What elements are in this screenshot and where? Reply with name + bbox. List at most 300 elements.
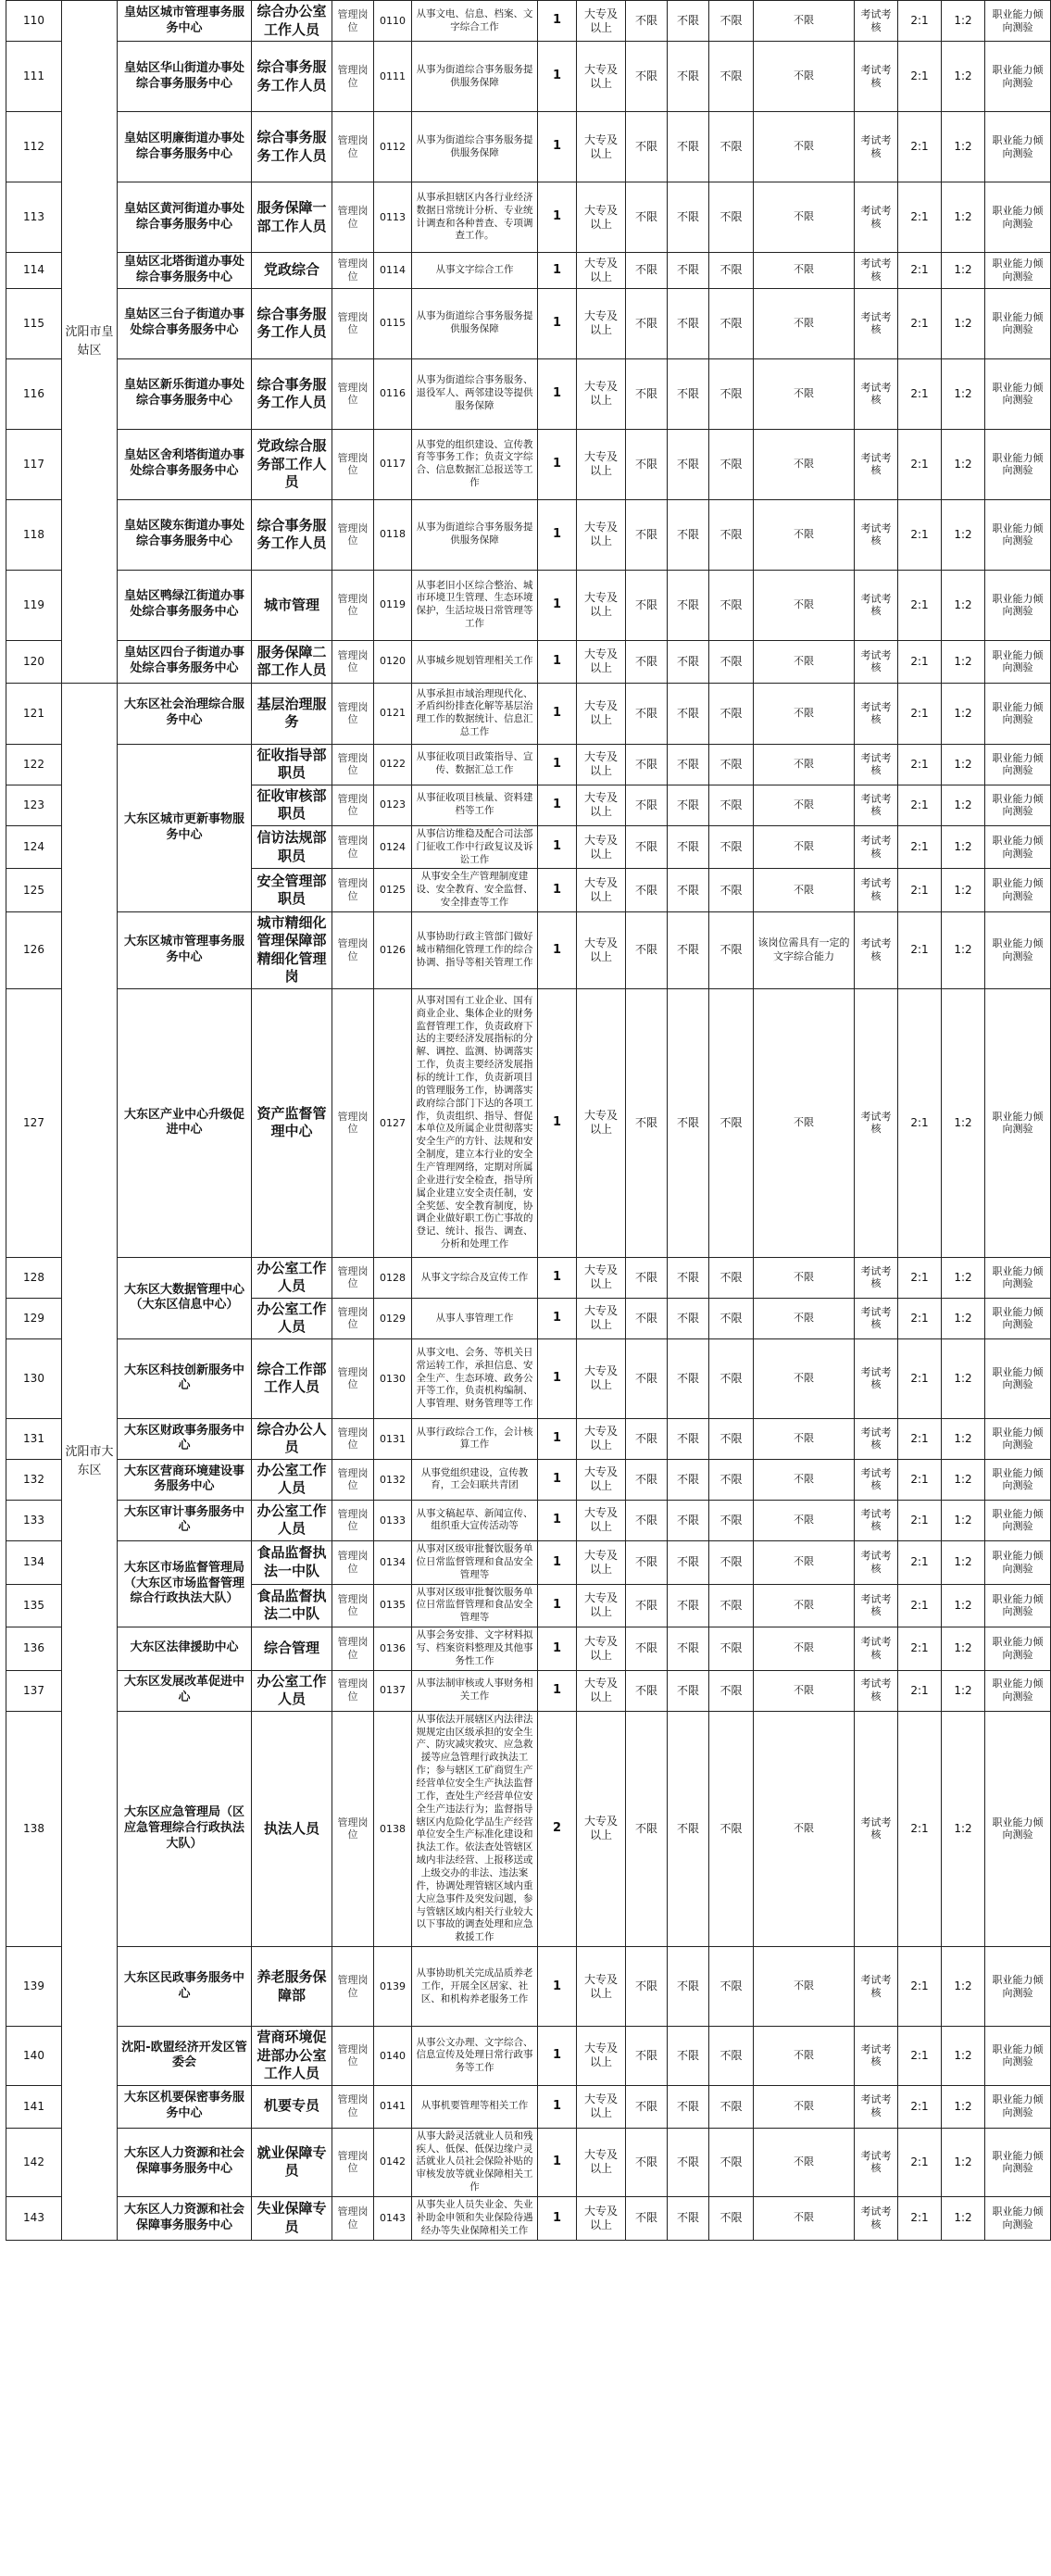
other-conditions-cell: 不限 [754, 1670, 855, 1711]
unit-name-cell: 大东区民政事务服务中心 [118, 1947, 252, 2027]
education-cell: 大专及以上 [577, 1947, 626, 2027]
row-number-cell: 113 [6, 182, 62, 253]
requirement-cell: 不限 [709, 570, 754, 640]
ratio-cell: 2:1 [898, 911, 942, 988]
requirement-cell: 不限 [668, 2128, 709, 2196]
requirement-cell: 不限 [626, 988, 668, 1257]
other-conditions-cell: 不限 [754, 988, 855, 1257]
education-cell: 大专及以上 [577, 288, 626, 358]
exam-subject-cell: 职业能力倾向测验 [985, 1500, 1051, 1540]
requirement-cell: 不限 [709, 1, 754, 42]
post-code-cell: 0122 [374, 744, 412, 785]
ratio-cell: 1:2 [942, 869, 985, 912]
exam-subject-cell: 职业能力倾向测验 [985, 1627, 1051, 1671]
post-category-cell: 管理岗位 [332, 1947, 374, 2027]
requirement-cell: 不限 [668, 1257, 709, 1298]
exam-method-cell: 考试考核 [855, 1500, 898, 1540]
job-duty-cell: 从事大龄灵活就业人员和残疾人、低保、低保边缘户灵活就业人员社会保险补贴的审核发放等就业保障相关工作 [412, 2128, 538, 2196]
ratio-cell: 1:2 [942, 1670, 985, 1711]
row-number-cell: 123 [6, 785, 62, 825]
post-code-cell: 0111 [374, 42, 412, 112]
post-category-cell: 管理岗位 [332, 570, 374, 640]
requirement-cell: 不限 [709, 1459, 754, 1500]
requirement-cell: 不限 [626, 288, 668, 358]
row-number-cell: 116 [6, 358, 62, 429]
other-conditions-cell: 不限 [754, 1338, 855, 1418]
post-category-cell: 管理岗位 [332, 1711, 374, 1946]
post-name-cell: 综合事务服务工作人员 [252, 112, 332, 182]
hiring-count-cell: 1 [538, 911, 577, 988]
exam-method-cell: 考试考核 [855, 869, 898, 912]
hiring-count-cell: 2 [538, 1711, 577, 1946]
exam-subject-cell: 职业能力倾向测验 [985, 288, 1051, 358]
post-code-cell: 0141 [374, 2085, 412, 2128]
recruitment-table [6, 0, 1051, 2241]
row-number-cell: 131 [6, 1418, 62, 1459]
other-conditions-cell: 不限 [754, 1627, 855, 1671]
other-conditions-cell: 不限 [754, 2027, 855, 2086]
requirement-cell: 不限 [668, 1338, 709, 1418]
post-category-cell: 管理岗位 [332, 1540, 374, 1584]
unit-name-cell: 大东区营商环境建设事务服务中心 [118, 1459, 252, 1500]
requirement-cell: 不限 [668, 288, 709, 358]
requirement-cell: 不限 [626, 2196, 668, 2240]
hiring-count-cell: 1 [538, 253, 577, 289]
education-cell: 大专及以上 [577, 499, 626, 570]
table-row [6, 988, 1051, 1257]
job-duty-cell: 从事信访维稳及配合司法部门征收工作中行政复议及诉讼工作 [412, 825, 538, 869]
row-number-cell: 141 [6, 2085, 62, 2128]
exam-method-cell: 考试考核 [855, 429, 898, 499]
unit-name-cell: 皇姑区华山街道办事处综合事务服务中心 [118, 42, 252, 112]
requirement-cell: 不限 [626, 1627, 668, 1671]
requirement-cell: 不限 [709, 42, 754, 112]
exam-method-cell: 考试考核 [855, 182, 898, 253]
exam-method-cell: 考试考核 [855, 640, 898, 683]
requirement-cell: 不限 [709, 1257, 754, 1298]
row-number-cell: 119 [6, 570, 62, 640]
unit-cell-bigdata: 大东区大数据管理中心（大东区信息中心） [118, 1257, 252, 1338]
exam-method-cell: 考试考核 [855, 288, 898, 358]
education-cell: 大专及以上 [577, 1298, 626, 1338]
education-cell: 大专及以上 [577, 1338, 626, 1418]
job-duty-cell: 从事对国有工业企业、国有商业企业、集体企业的财务监督管理工作，负责政府下达的主要经济发展指标的分解、调控、监测、协调落实工作，负责主要经济发展指标的统计工作，负责新项目的管理服务工作，协调落实政府综合部门下达的各项工作，负责组织、指导、督促本单位及所属企业贯彻落实安全生产的方针、法规和安全制度，建立本行业的安全生产管理网络，定期对所属企业进行安全检查，指导所属企业建立安全责任制，安全奖惩、安全教育制度，协调企业做好职工伤亡事故的登记、统计、报告、调查、分析和处理工作 [412, 988, 538, 1257]
requirement-cell: 不限 [626, 2128, 668, 2196]
unit-name-cell: 大东区发展改革促进中心 [118, 1670, 252, 1711]
education-cell: 大专及以上 [577, 570, 626, 640]
education-cell: 大专及以上 [577, 2196, 626, 2240]
post-name-cell: 办公室工作人员 [252, 1459, 332, 1500]
post-category-cell: 管理岗位 [332, 869, 374, 912]
exam-method-cell: 考试考核 [855, 988, 898, 1257]
requirement-cell: 不限 [668, 1670, 709, 1711]
hiring-count-cell: 1 [538, 1540, 577, 1584]
other-conditions-cell: 不限 [754, 1711, 855, 1946]
ratio-cell: 2:1 [898, 1540, 942, 1584]
exam-subject-cell: 职业能力倾向测验 [985, 1338, 1051, 1418]
requirement-cell: 不限 [626, 429, 668, 499]
ratio-cell: 1:2 [942, 1418, 985, 1459]
ratio-cell: 2:1 [898, 2128, 942, 2196]
job-duty-cell: 从事对区级审批餐饮服务单位日常监督管理和食品安全管理等 [412, 1540, 538, 1584]
ratio-cell: 2:1 [898, 112, 942, 182]
requirement-cell: 不限 [709, 744, 754, 785]
requirement-cell: 不限 [668, 1584, 709, 1627]
post-code-cell: 0115 [374, 288, 412, 358]
education-cell: 大专及以上 [577, 988, 626, 1257]
ratio-cell: 2:1 [898, 785, 942, 825]
other-conditions-cell: 不限 [754, 42, 855, 112]
hiring-count-cell: 1 [538, 112, 577, 182]
exam-method-cell: 考试考核 [855, 1711, 898, 1946]
requirement-cell: 不限 [668, 2027, 709, 2086]
post-code-cell: 0127 [374, 988, 412, 1257]
post-name-cell: 综合事务服务工作人员 [252, 499, 332, 570]
requirement-cell: 不限 [668, 988, 709, 1257]
education-cell: 大专及以上 [577, 785, 626, 825]
post-name-cell: 党政综合 [252, 253, 332, 289]
row-number-cell: 125 [6, 869, 62, 912]
job-duty-cell: 从事承担辖区内各行业经济数据日常统计分析、专业统计调查和各种普查、专项调查工作。 [412, 182, 538, 253]
ratio-cell: 1:2 [942, 2027, 985, 2086]
exam-subject-cell: 职业能力倾向测验 [985, 1670, 1051, 1711]
ratio-cell: 1:2 [942, 2085, 985, 2128]
job-duty-cell: 从事协助行政主管部门做好城市精细化管理工作的综合协调、指导等相关管理工作 [412, 911, 538, 988]
requirement-cell: 不限 [668, 1418, 709, 1459]
exam-subject-cell: 职业能力倾向测验 [985, 2128, 1051, 2196]
post-code-cell: 0126 [374, 911, 412, 988]
job-duty-cell: 从事为街道综合事务服务提供服务保障 [412, 112, 538, 182]
education-cell: 大专及以上 [577, 869, 626, 912]
ratio-cell: 1:2 [942, 429, 985, 499]
unit-name-cell: 沈阳-欧盟经济开发区管委会 [118, 2027, 252, 2086]
requirement-cell: 不限 [668, 1711, 709, 1946]
post-name-cell: 执法人员 [252, 1711, 332, 1946]
requirement-cell: 不限 [626, 1418, 668, 1459]
unit-name-cell: 大东区人力资源和社会保障事务服务中心 [118, 2196, 252, 2240]
other-conditions-cell: 不限 [754, 1459, 855, 1500]
post-code-cell: 0131 [374, 1418, 412, 1459]
unit-name-cell: 大东区产业中心升级促进中心 [118, 988, 252, 1257]
job-duty-cell: 从事法制审核或人事财务相关工作 [412, 1670, 538, 1711]
requirement-cell: 不限 [709, 1711, 754, 1946]
requirement-cell: 不限 [709, 1584, 754, 1627]
post-name-cell: 综合事务服务工作人员 [252, 288, 332, 358]
post-category-cell: 管理岗位 [332, 499, 374, 570]
unit-name-cell: 皇姑区四台子街道办事处综合事务服务中心 [118, 640, 252, 683]
post-name-cell: 城市精细化管理保障部精细化管理岗 [252, 911, 332, 988]
table-row [6, 1257, 1051, 1298]
requirement-cell: 不限 [668, 1540, 709, 1584]
requirement-cell: 不限 [709, 2196, 754, 2240]
post-category-cell: 管理岗位 [332, 1298, 374, 1338]
post-name-cell: 综合事务服务工作人员 [252, 42, 332, 112]
ratio-cell: 1:2 [942, 42, 985, 112]
hiring-count-cell: 1 [538, 182, 577, 253]
ratio-cell: 2:1 [898, 253, 942, 289]
post-category-cell: 管理岗位 [332, 1257, 374, 1298]
requirement-cell: 不限 [668, 785, 709, 825]
post-code-cell: 0123 [374, 785, 412, 825]
post-code-cell: 0133 [374, 1500, 412, 1540]
exam-method-cell: 考试考核 [855, 1584, 898, 1627]
exam-method-cell: 考试考核 [855, 358, 898, 429]
post-code-cell: 0119 [374, 570, 412, 640]
row-number-cell: 126 [6, 911, 62, 988]
row-number-cell: 127 [6, 988, 62, 1257]
exam-subject-cell: 职业能力倾向测验 [985, 1459, 1051, 1500]
post-category-cell: 管理岗位 [332, 42, 374, 112]
table-row [6, 2085, 1051, 2128]
row-number-cell: 130 [6, 1338, 62, 1418]
exam-subject-cell: 职业能力倾向测验 [985, 112, 1051, 182]
requirement-cell: 不限 [626, 683, 668, 744]
table-row [6, 1338, 1051, 1418]
post-category-cell: 管理岗位 [332, 911, 374, 988]
post-name-cell: 资产监督管理中心 [252, 988, 332, 1257]
post-name-cell: 服务保障一部工作人员 [252, 182, 332, 253]
unit-name-cell: 大东区机要保密事务服务中心 [118, 2085, 252, 2128]
row-number-cell: 117 [6, 429, 62, 499]
requirement-cell: 不限 [709, 429, 754, 499]
requirement-cell: 不限 [668, 429, 709, 499]
row-number-cell: 111 [6, 42, 62, 112]
table-row [6, 288, 1051, 358]
table-row [6, 640, 1051, 683]
exam-method-cell: 考试考核 [855, 825, 898, 869]
requirement-cell: 不限 [626, 744, 668, 785]
unit-name-cell: 皇姑区明廉街道办事处综合事务服务中心 [118, 112, 252, 182]
exam-subject-cell: 职业能力倾向测验 [985, 744, 1051, 785]
row-number-cell: 134 [6, 1540, 62, 1584]
other-conditions-cell: 不限 [754, 2128, 855, 2196]
post-name-cell: 综合事务服务工作人员 [252, 358, 332, 429]
post-category-cell: 管理岗位 [332, 640, 374, 683]
row-number-cell: 135 [6, 1584, 62, 1627]
ratio-cell: 2:1 [898, 1, 942, 42]
exam-subject-cell: 职业能力倾向测验 [985, 2196, 1051, 2240]
row-number-cell: 143 [6, 2196, 62, 2240]
requirement-cell: 不限 [626, 1711, 668, 1946]
ratio-cell: 1:2 [942, 253, 985, 289]
table-row [6, 683, 1051, 744]
hiring-count-cell: 1 [538, 825, 577, 869]
requirement-cell: 不限 [709, 1418, 754, 1459]
requirement-cell: 不限 [709, 640, 754, 683]
post-category-cell: 管理岗位 [332, 744, 374, 785]
row-number-cell: 128 [6, 1257, 62, 1298]
post-code-cell: 0124 [374, 825, 412, 869]
requirement-cell: 不限 [626, 1540, 668, 1584]
ratio-cell: 1:2 [942, 1711, 985, 1946]
post-code-cell: 0116 [374, 358, 412, 429]
exam-method-cell: 考试考核 [855, 1627, 898, 1671]
post-name-cell: 综合办公人员 [252, 1418, 332, 1459]
post-category-cell: 管理岗位 [332, 1670, 374, 1711]
post-name-cell: 综合办公室工作人员 [252, 1, 332, 42]
post-category-cell: 管理岗位 [332, 988, 374, 1257]
education-cell: 大专及以上 [577, 825, 626, 869]
education-cell: 大专及以上 [577, 1500, 626, 1540]
ratio-cell: 1:2 [942, 683, 985, 744]
other-conditions-cell: 不限 [754, 358, 855, 429]
exam-subject-cell: 职业能力倾向测验 [985, 1947, 1051, 2027]
post-name-cell: 食品监督执法二中队 [252, 1584, 332, 1627]
exam-subject-cell: 职业能力倾向测验 [985, 1711, 1051, 1946]
hiring-count-cell: 1 [538, 1459, 577, 1500]
exam-method-cell: 考试考核 [855, 1418, 898, 1459]
exam-subject-cell: 职业能力倾向测验 [985, 2027, 1051, 2086]
post-category-cell: 管理岗位 [332, 1459, 374, 1500]
exam-method-cell: 考试考核 [855, 911, 898, 988]
ratio-cell: 1:2 [942, 1298, 985, 1338]
post-name-cell: 征收审核部职员 [252, 785, 332, 825]
row-number-cell: 124 [6, 825, 62, 869]
hiring-count-cell: 1 [538, 358, 577, 429]
job-duty-cell: 从事文字综合工作 [412, 253, 538, 289]
post-code-cell: 0117 [374, 429, 412, 499]
post-code-cell: 0120 [374, 640, 412, 683]
ratio-cell: 2:1 [898, 825, 942, 869]
requirement-cell: 不限 [626, 1584, 668, 1627]
requirement-cell: 不限 [709, 1540, 754, 1584]
education-cell: 大专及以上 [577, 253, 626, 289]
table-row [6, 1459, 1051, 1500]
ratio-cell: 2:1 [898, 2085, 942, 2128]
post-category-cell: 管理岗位 [332, 1338, 374, 1418]
education-cell: 大专及以上 [577, 182, 626, 253]
exam-subject-cell: 职业能力倾向测验 [985, 825, 1051, 869]
recruitment-table-sheet [6, 0, 1044, 2576]
post-name-cell: 服务保障二部工作人员 [252, 640, 332, 683]
requirement-cell: 不限 [668, 911, 709, 988]
post-category-cell: 管理岗位 [332, 683, 374, 744]
post-category-cell: 管理岗位 [332, 112, 374, 182]
education-cell: 大专及以上 [577, 1418, 626, 1459]
post-name-cell: 基层治理服务 [252, 683, 332, 744]
row-number-cell: 138 [6, 1711, 62, 1946]
post-code-cell: 0125 [374, 869, 412, 912]
post-category-cell: 管理岗位 [332, 253, 374, 289]
requirement-cell: 不限 [668, 869, 709, 912]
requirement-cell: 不限 [668, 2085, 709, 2128]
post-code-cell: 0140 [374, 2027, 412, 2086]
other-conditions-cell: 该岗位需具有一定的文字综合能力 [754, 911, 855, 988]
ratio-cell: 1:2 [942, 1338, 985, 1418]
requirement-cell: 不限 [709, 1670, 754, 1711]
row-number-cell: 136 [6, 1627, 62, 1671]
job-duty-cell: 从事承担市域治理现代化、矛盾纠纷排查化解等基层治理工作的数据统计、信息汇总工作 [412, 683, 538, 744]
post-category-cell: 管理岗位 [332, 785, 374, 825]
job-duty-cell: 从事老旧小区综合整治、城市环境卫生管理、生态环境保护，生活垃圾日常管理等工作 [412, 570, 538, 640]
unit-name-cell: 皇姑区三台子街道办事处综合事务服务中心 [118, 288, 252, 358]
exam-subject-cell: 职业能力倾向测验 [985, 1298, 1051, 1338]
other-conditions-cell: 不限 [754, 683, 855, 744]
job-duty-cell: 从事人事管理工作 [412, 1298, 538, 1338]
job-duty-cell: 从事为街道综合事务服务提供服务保障 [412, 42, 538, 112]
ratio-cell: 2:1 [898, 1338, 942, 1418]
post-name-cell: 信访法规部职员 [252, 825, 332, 869]
table-row [6, 1627, 1051, 1671]
requirement-cell: 不限 [709, 288, 754, 358]
hiring-count-cell: 1 [538, 429, 577, 499]
unit-name-cell: 皇姑区鸭绿江街道办事处综合事务服务中心 [118, 570, 252, 640]
unit-name-cell: 大东区财政事务服务中心 [118, 1418, 252, 1459]
unit-name-cell: 大东区社会治理综合服务中心 [118, 683, 252, 744]
ratio-cell: 2:1 [898, 1947, 942, 2027]
job-duty-cell: 从事会务安排、文字材料拟写、档案资料整理及其他事务性工作 [412, 1627, 538, 1671]
unit-name-cell: 大东区城市管理事务服务中心 [118, 911, 252, 988]
exam-method-cell: 考试考核 [855, 2027, 898, 2086]
exam-subject-cell: 职业能力倾向测验 [985, 640, 1051, 683]
other-conditions-cell: 不限 [754, 2085, 855, 2128]
ratio-cell: 2:1 [898, 2027, 942, 2086]
hiring-count-cell: 1 [538, 785, 577, 825]
requirement-cell: 不限 [709, 112, 754, 182]
education-cell: 大专及以上 [577, 1670, 626, 1711]
hiring-count-cell: 1 [538, 640, 577, 683]
post-code-cell: 0138 [374, 1711, 412, 1946]
requirement-cell: 不限 [668, 358, 709, 429]
requirement-cell: 不限 [668, 499, 709, 570]
row-number-cell: 142 [6, 2128, 62, 2196]
ratio-cell: 1:2 [942, 358, 985, 429]
requirement-cell: 不限 [709, 785, 754, 825]
exam-subject-cell: 职业能力倾向测验 [985, 2085, 1051, 2128]
requirement-cell: 不限 [626, 570, 668, 640]
post-name-cell: 办公室工作人员 [252, 1670, 332, 1711]
row-number-cell: 118 [6, 499, 62, 570]
requirement-cell: 不限 [626, 825, 668, 869]
exam-subject-cell: 职业能力倾向测验 [985, 499, 1051, 570]
exam-subject-cell: 职业能力倾向测验 [985, 429, 1051, 499]
post-name-cell: 安全管理部职员 [252, 869, 332, 912]
row-number-cell: 114 [6, 253, 62, 289]
ratio-cell: 1:2 [942, 182, 985, 253]
requirement-cell: 不限 [709, 1500, 754, 1540]
exam-subject-cell: 职业能力倾向测验 [985, 988, 1051, 1257]
ratio-cell: 2:1 [898, 1257, 942, 1298]
exam-method-cell: 考试考核 [855, 42, 898, 112]
post-category-cell: 管理岗位 [332, 1584, 374, 1627]
requirement-cell: 不限 [709, 499, 754, 570]
job-duty-cell: 从事为街道综合事务服务提供服务保障 [412, 288, 538, 358]
hiring-count-cell: 1 [538, 988, 577, 1257]
job-duty-cell: 从事文稿起草、新闻宣传、组织重大宣传活动等 [412, 1500, 538, 1540]
ratio-cell: 1:2 [942, 785, 985, 825]
hiring-count-cell: 1 [538, 1947, 577, 2027]
education-cell: 大专及以上 [577, 1540, 626, 1584]
job-duty-cell: 从事文电、会务、等机关日常运转工作，承担信息、安全生产、生态环境、政务公开等工作，负责机构编制、人事管理、财务管理等工作 [412, 1338, 538, 1418]
requirement-cell: 不限 [709, 253, 754, 289]
ratio-cell: 1:2 [942, 1627, 985, 1671]
table-row [6, 2196, 1051, 2240]
ratio-cell: 1:2 [942, 1, 985, 42]
requirement-cell: 不限 [709, 358, 754, 429]
post-code-cell: 0121 [374, 683, 412, 744]
education-cell: 大专及以上 [577, 429, 626, 499]
ratio-cell: 2:1 [898, 570, 942, 640]
hiring-count-cell: 1 [538, 570, 577, 640]
hiring-count-cell: 1 [538, 1298, 577, 1338]
requirement-cell: 不限 [626, 1670, 668, 1711]
education-cell: 大专及以上 [577, 42, 626, 112]
exam-method-cell: 考试考核 [855, 1670, 898, 1711]
post-code-cell: 0142 [374, 2128, 412, 2196]
other-conditions-cell: 不限 [754, 182, 855, 253]
unit-name-cell: 大东区审计事务服务中心 [118, 1500, 252, 1540]
exam-method-cell: 考试考核 [855, 1947, 898, 2027]
